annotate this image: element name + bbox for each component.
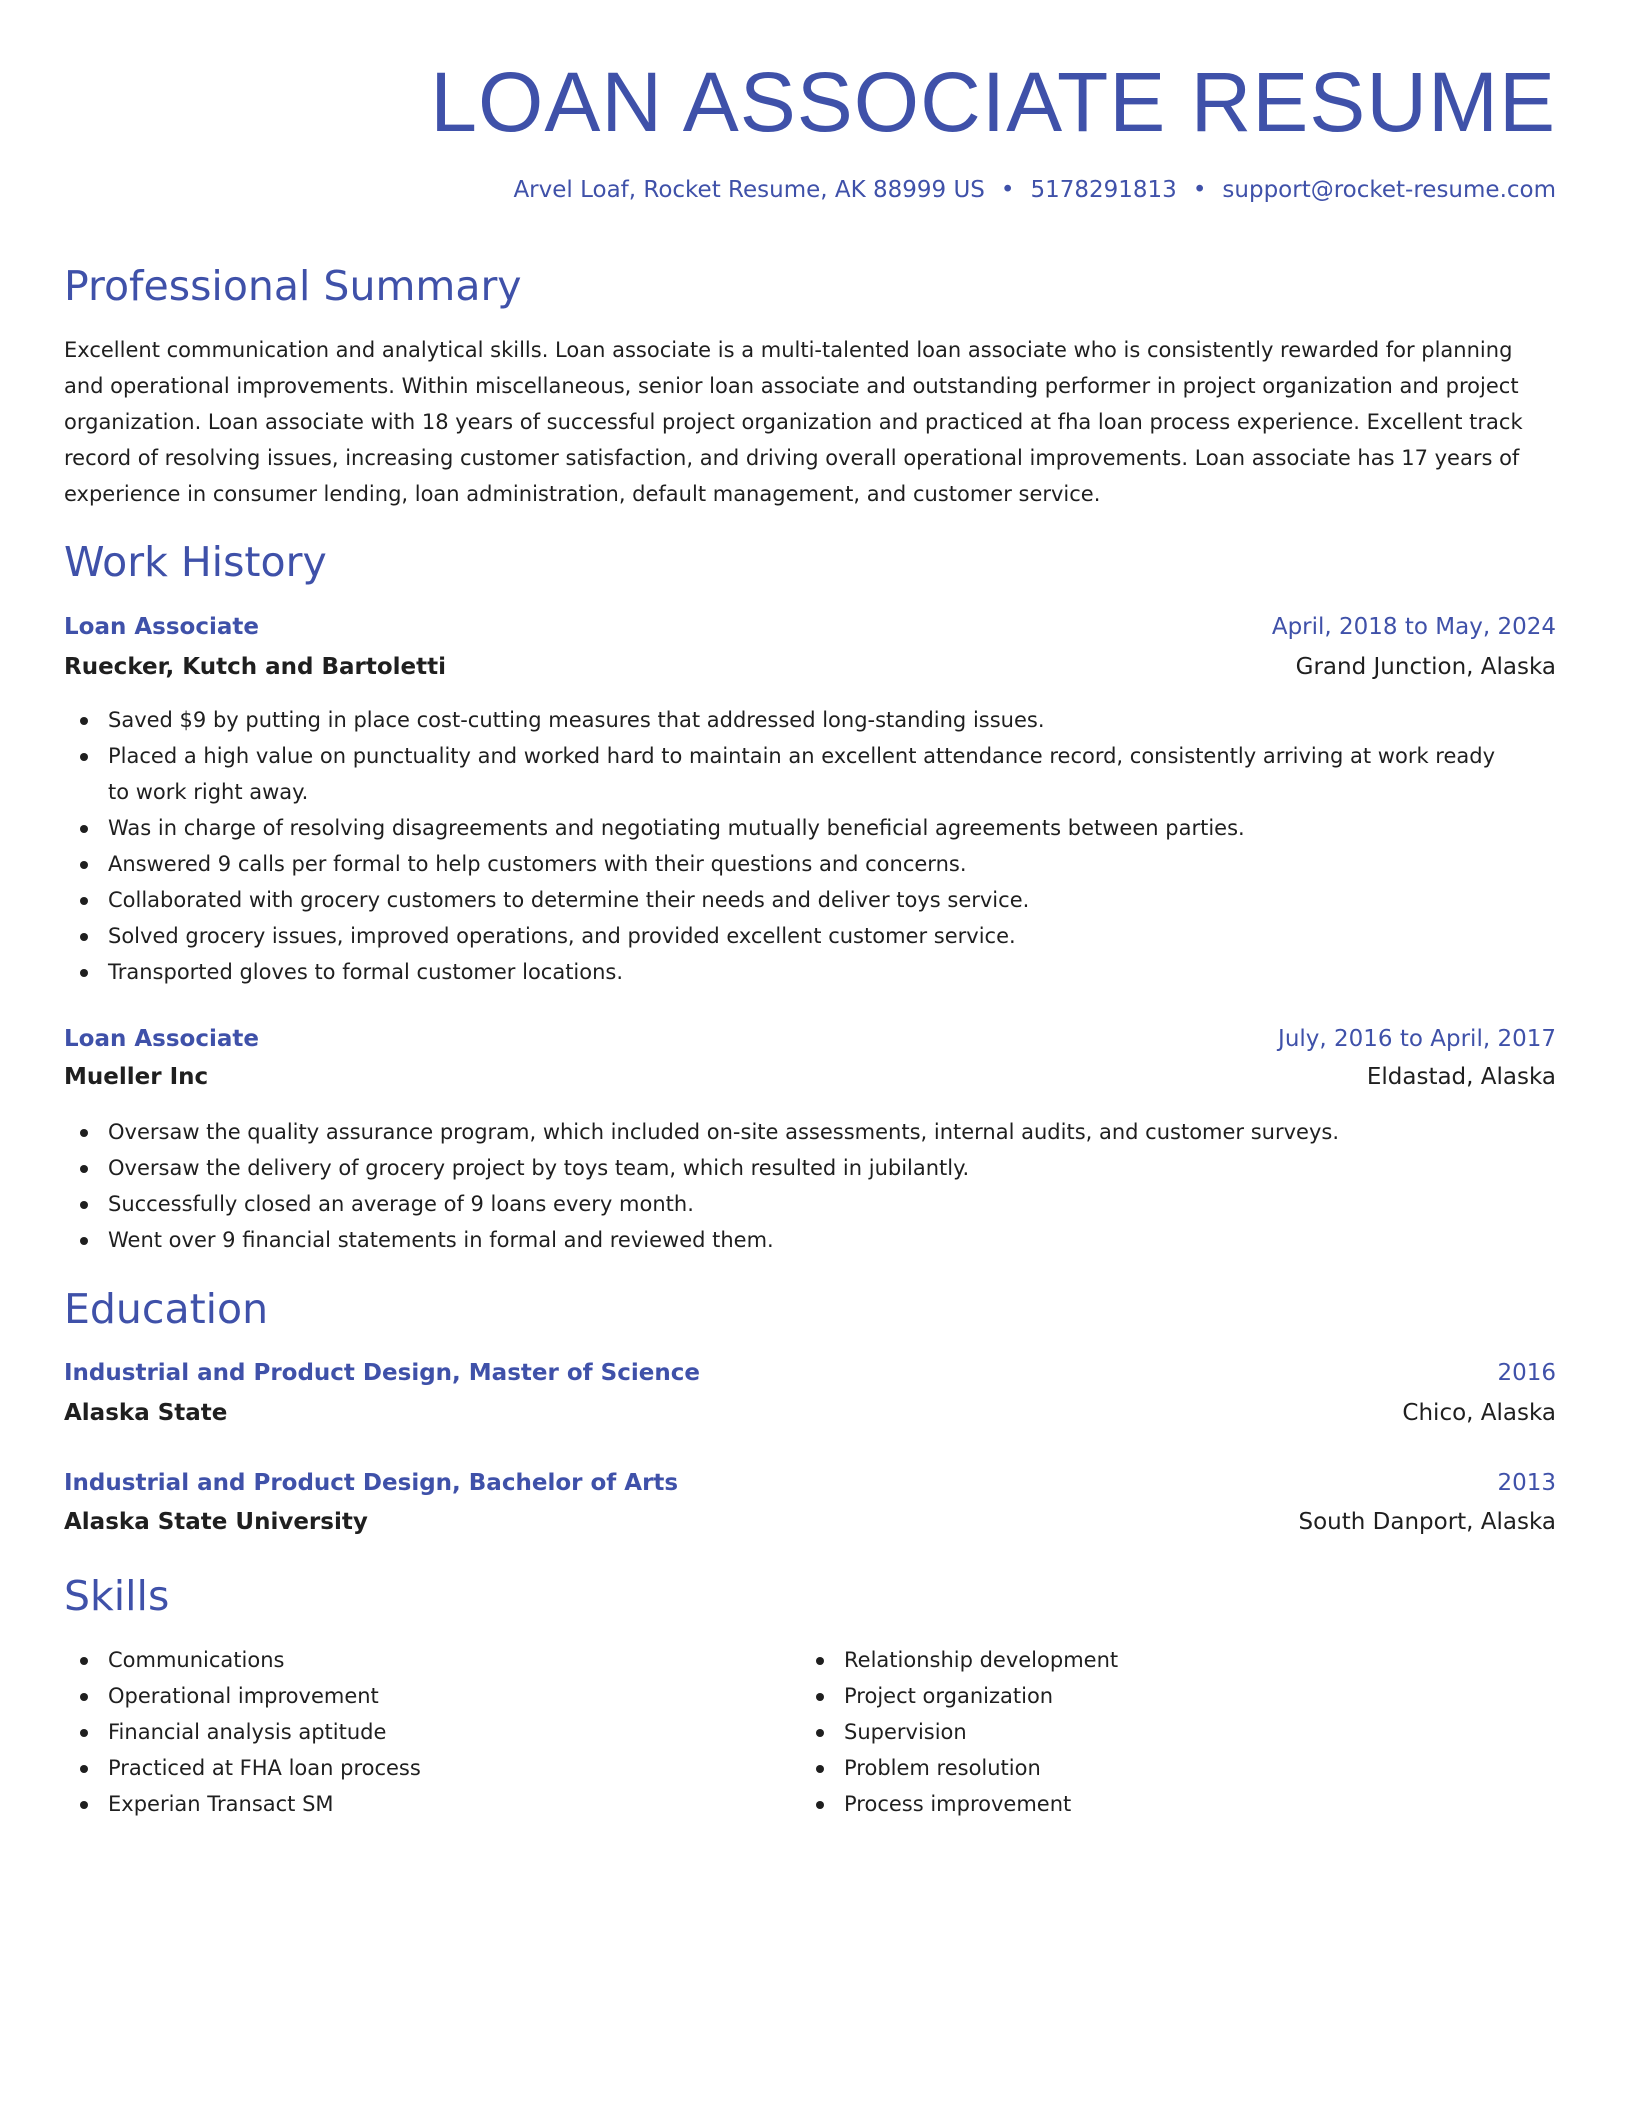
list-item: Transported gloves to formal customer locations.: [64, 954, 1556, 990]
school-name: Alaska State University: [64, 1509, 368, 1535]
job-company-row: [64, 1062, 1556, 1092]
graduation-year: 2013: [1497, 1470, 1556, 1496]
skill-item: Financial analysis aptitude: [64, 1714, 1556, 1750]
skill-item: Relationship development: [800, 1642, 1632, 1678]
job-dates: April, 2018 to May, 2024: [1271, 614, 1556, 640]
list-item: Was in charge of resolving disagreements and negotiating mutually beneficial agreements between parties.: [64, 810, 1556, 846]
list-item: Successfully closed an average of 9 loans every month.: [64, 1186, 1556, 1222]
education-heading: Education: [64, 1285, 269, 1333]
job-duties-list: [64, 1114, 1556, 1258]
skill-item: Communications: [64, 1642, 1556, 1678]
skill-item: Project organization: [800, 1678, 1632, 1714]
skill-item: Operational improvement: [64, 1678, 1556, 1714]
school-location: South Danport, Alaska: [1298, 1509, 1556, 1535]
job-company: Mueller Inc: [64, 1064, 209, 1090]
contact-phone[interactable]: 5178291813: [1030, 177, 1177, 203]
job-header: [64, 612, 1556, 642]
job-header: [64, 1024, 1556, 1054]
job-title: Loan Associate: [64, 1026, 259, 1052]
list-item: Solved grocery issues, improved operations, and provided excellent customer service.: [64, 918, 1556, 954]
list-item: Oversaw the delivery of grocery project by toys team, which resulted in jubilantly.: [64, 1150, 1556, 1186]
skill-item: Problem resolution: [800, 1750, 1632, 1786]
separator-dot: •: [1192, 177, 1207, 203]
school-location: Chico, Alaska: [1402, 1400, 1556, 1426]
list-item: Went over 9 financial statements in formal and reviewed them.: [64, 1222, 1556, 1258]
job-location: Eldastad, Alaska: [1366, 1064, 1556, 1090]
list-item: Placed a high value on punctuality and worked hard to maintain an excellent attendance record, consistently arriving at work ready to work right away.: [64, 738, 1556, 810]
skill-item: Supervision: [800, 1714, 1632, 1750]
education-header: [64, 1358, 1556, 1388]
contact-address: Arvel Loaf, Rocket Resume, AK 88999 US: [513, 177, 985, 203]
education-school-row: [64, 1507, 1556, 1537]
degree: Industrial and Product Design, Bachelor of Arts: [64, 1470, 679, 1496]
list-item: Oversaw the quality assurance program, which included on-site assessments, internal audits, and customer surveys.: [64, 1114, 1556, 1150]
job-company: Ruecker, Kutch and Bartoletti: [64, 654, 447, 680]
separator-dot: •: [1000, 177, 1015, 203]
skills-heading: Skills: [64, 1572, 170, 1620]
contact-email[interactable]: support@rocket-resume.com: [1222, 177, 1556, 203]
school-name: Alaska State: [64, 1400, 228, 1426]
education-header: [64, 1468, 1556, 1498]
graduation-year: 2016: [1497, 1360, 1556, 1386]
job-company-row: [64, 652, 1556, 682]
job-duties-list: [64, 702, 1556, 990]
job-title: Loan Associate: [64, 614, 259, 640]
list-item: Collaborated with grocery customers to determine their needs and deliver toys service.: [64, 882, 1556, 918]
skill-item: Practiced at FHA loan process: [64, 1750, 1556, 1786]
resume-page: [64, 0, 1556, 1816]
skill-item: Process improvement: [800, 1786, 1632, 1822]
work-history-heading: Work History: [64, 538, 327, 586]
skills-list-right: [800, 1642, 1632, 1822]
list-item: Answered 9 calls per formal to help customers with their questions and concerns.: [64, 846, 1556, 882]
job-dates: July, 2016 to April, 2017: [1278, 1026, 1556, 1052]
contact-line: [513, 176, 1556, 204]
skill-item: Experian Transact SM: [64, 1786, 1556, 1822]
degree: Industrial and Product Design, Master of Science: [64, 1360, 700, 1386]
summary-heading: Professional Summary: [64, 262, 522, 310]
job-location: Grand Junction, Alaska: [1295, 654, 1556, 680]
summary-text: Excellent communication and analytical skills. Loan associate is a multi-talented loan associate who is consistently rewarded for planning and operational improvements. Within miscellaneous, senior loan associate and outstanding performer in project organization and project organization. Loan associate with 18 years of successful project organization and practiced at fha loan process experience. Excellent track record of resolving issues, increasing customer satisfaction, and driving overall operational improvements. Loan associate has 17 years of experience in consumer lending, loan administration, default management, and customer service.: [64, 338, 1523, 506]
list-item: Saved $9 by putting in place cost-cutting measures that addressed long-standing issues.: [64, 702, 1556, 738]
education-school-row: [64, 1398, 1556, 1428]
resume-title: LOAN ASSOCIATE RESUME: [430, 55, 1556, 149]
